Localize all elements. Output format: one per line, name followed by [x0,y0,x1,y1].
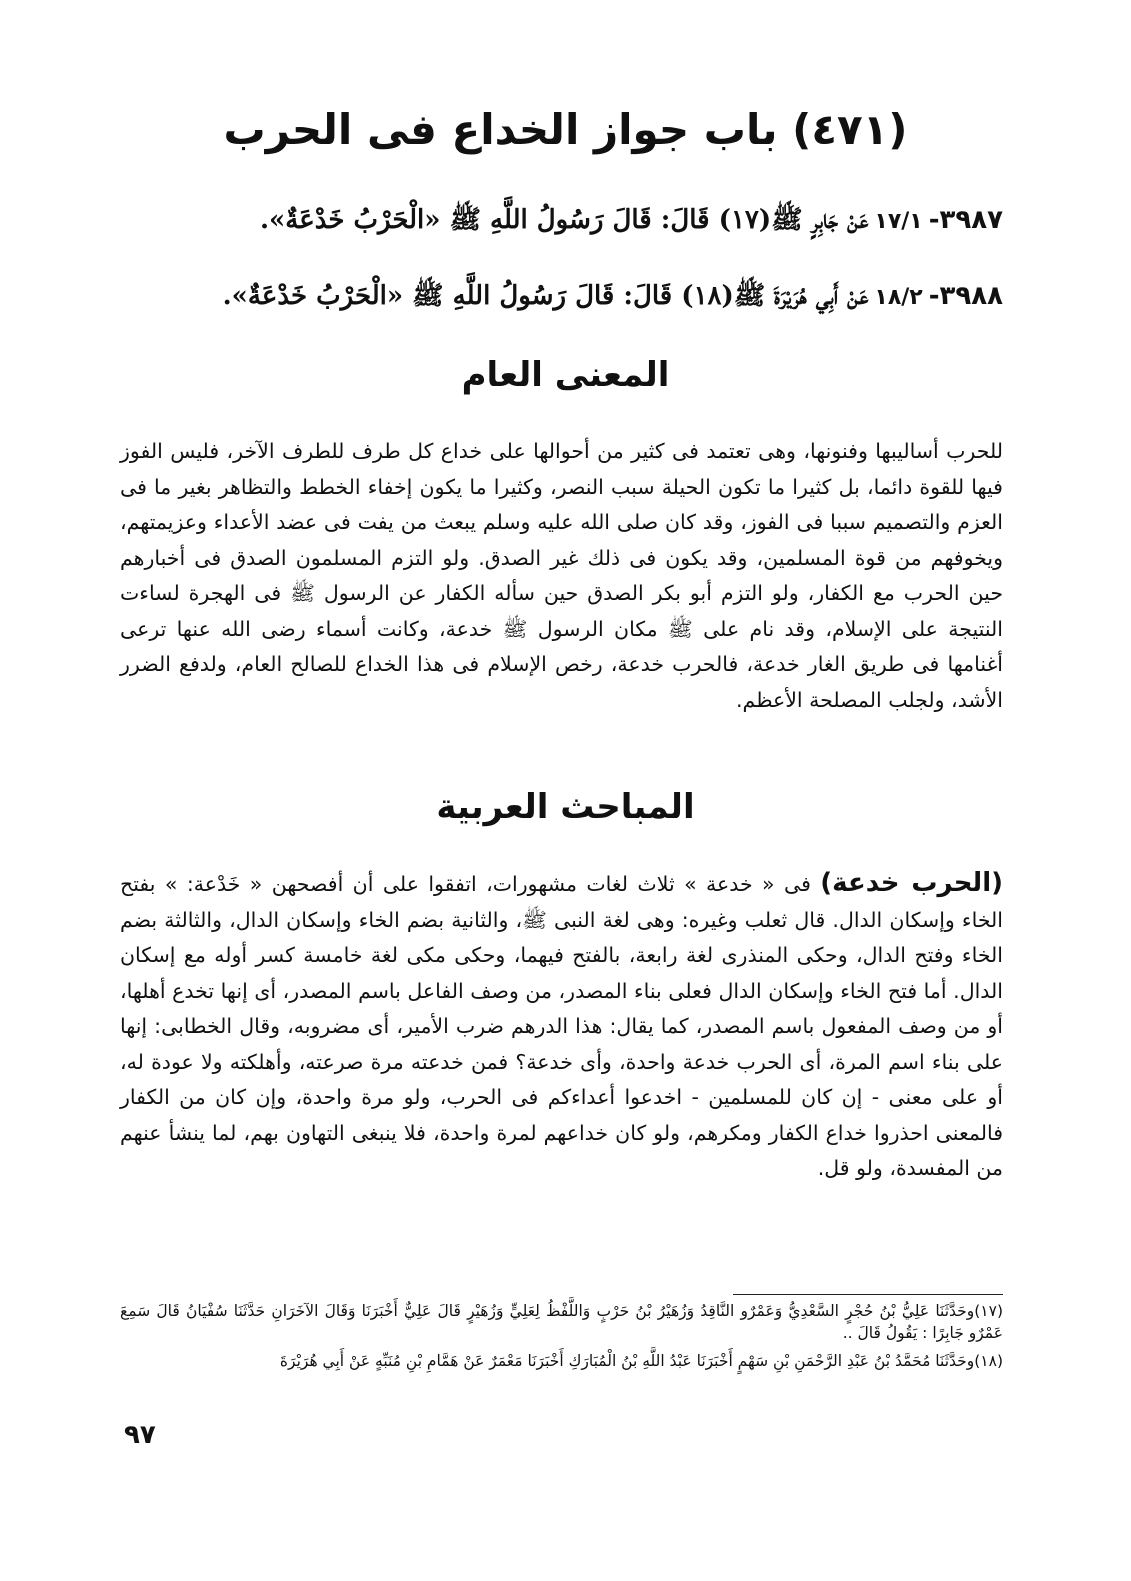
section-heading-arabic-topics: المباحث العربية [436,787,695,827]
hadith-text: عَنْ جَابِرٍ ﷺ(١٧) قَالَ: قَالَ رَسُولُ اللَّهِ ﷺ «الْحَرْبُ خَدْعَةٌ». [259,205,869,235]
hadith-reference: ١٨/٢ [874,285,923,310]
arabic-topics-paragraph [120,866,1003,1187]
page-number: ٩٧ [124,1420,156,1450]
footnote-divider [733,1294,1003,1295]
hadith-1 [120,200,1003,242]
footnote-18: (١٨)وحَدَّثَنَا مُحَمَّدُ بْنُ عَبْدِ الرَّحْمَنِ بْنِ سَهْمٍ أَخْبَرَنَا عَبْدُ اللَّهِ بْنُ الْمُبَارَكِ أَخْبَرَنَا مَعْمَرٌ عَنْ هَمَّامِ بْنِ مُنَبِّهٍ عَنْ أَبِي هُرَيْرَةَ [279,1352,1003,1370]
hadith-number: ٣٩٨٧- [928,205,1003,235]
footnotes [120,1300,1003,1378]
hadith-reference: ١٧/١ [874,209,923,234]
footnote-17: (١٧)وحَدَّثَنَا عَلِيُّ بْنُ حُجْرٍ السَّعْدِيُّ وَعَمْرٌو النَّاقِدُ وَزُهَيْرُ بْنُ حَرْبٍ وَاللَّفْظُ لِعَلِيٍّ وَزُهَيْرٍ قَالَ عَلِيٌّ أَخْبَرَنَا وَقَالَ الآخَرَانِ حَدَّثَنَا سُفْيَانُ قَالَ سَمِعَ عَمْرٌو جَابِرًا : يَقُولُ قَالَ .. [120,1302,1003,1342]
general-meaning-paragraph: للحرب أساليبها وفنونها، وهى تعتمد فى كثير من أحوالها على خداع كل طرف للطرف الآخر، فليس الفوز فيها للقوة دائما، بل كثيرا ما تكون الحيلة سبب النصر، وكثيرا ما يكون إخفاء الخطط والتظاهر بغير ما فى العزم والتصميم سببا فى الفوز، وقد كان صلى الله عليه وسلم يبعث من يفت فى عضد الأعداء وعزيمتهم، ويخوفهم من قوة المسلمين، وقد يكون فى ذلك غير الصدق. ولو التزم المسلمون الصدق فى أخبارهم حين الحرب مع الكفار، ولو التزم أبو بكر الصدق حين سأله الكفار عن الرسول ﷺ فى الهجرة لساءت النتيجة على الإسلام، وقد نام على ﷺ مكان الرسول ﷺ خدعة، وكانت أسماء رضى الله عنها ترعى أغنامها فى طريق الغار خدعة، فالحرب خدعة، رخص الإسلام فى هذا الخداع للصالح العام، ولدفع الضرر الأشد، ولجلب المصلحة الأعظم. [120,439,1003,712]
hadith-2 [120,276,1003,318]
hadith-text: عَنْ أَبِي هُرَيْرَةَ ﷺ(١٨) قَالَ: قَالَ رَسُولُ اللَّهِ ﷺ «الْحَرْبُ خَدْعَةٌ». [222,281,869,311]
chapter-title: (٤٧١) باب جواز الخداع فى الحرب [223,105,908,154]
section-heading-general-meaning: المعنى العام [461,355,670,395]
topic-term: (الحرب خدعة) [820,868,1003,898]
hadith-number: ٣٩٨٨- [928,281,1003,311]
topic-text: فى « خدعة » ثلاث لغات مشهورات، اتفقوا على أن أفصحهن « خَدْعة: » بفتح الخاء وإسكان الدال. قال ثعلب وغيره: وهى لغة النبى ﷺ، والثانية بضم الخاء وإسكان الدال، والثالثة بضم الخاء وفتح الدال، وحكى المنذرى لغة رابعة، بالفتح فيهما، وحكى مكى لغة خامسة كسر أوله مع إسكان الدال. أما فتح الخاء وإسكان الدال فعلى بناء المصدر، من وصف الفاعل باسم المصدر، أى إنها تخدع أهلها، أو من وصف المفعول باسم المصدر، كما يقال: هذا الدرهم ضرب الأمير، أى مضروبه، وقال الخطابى: إنها على بناء اسم المرة، أى الحرب خدعة واحدة، وأى خدعة؟ فمن خدعته مرة صرعته، وأهلكته ولا عودة له، أو على معنى - إن كان للمسلمين - اخدعوا أعداءكم فى الحرب، ولو مرة واحدة، وإن كان من الكفار فالمعنى احذروا خداع الكفار ومكرهم، ولو كان خداعهم لمرة واحدة، فلا ينبغى التهاون بهم، لما ينشأ عنهم من المفسدة، ولو قل. [120,872,1003,1180]
